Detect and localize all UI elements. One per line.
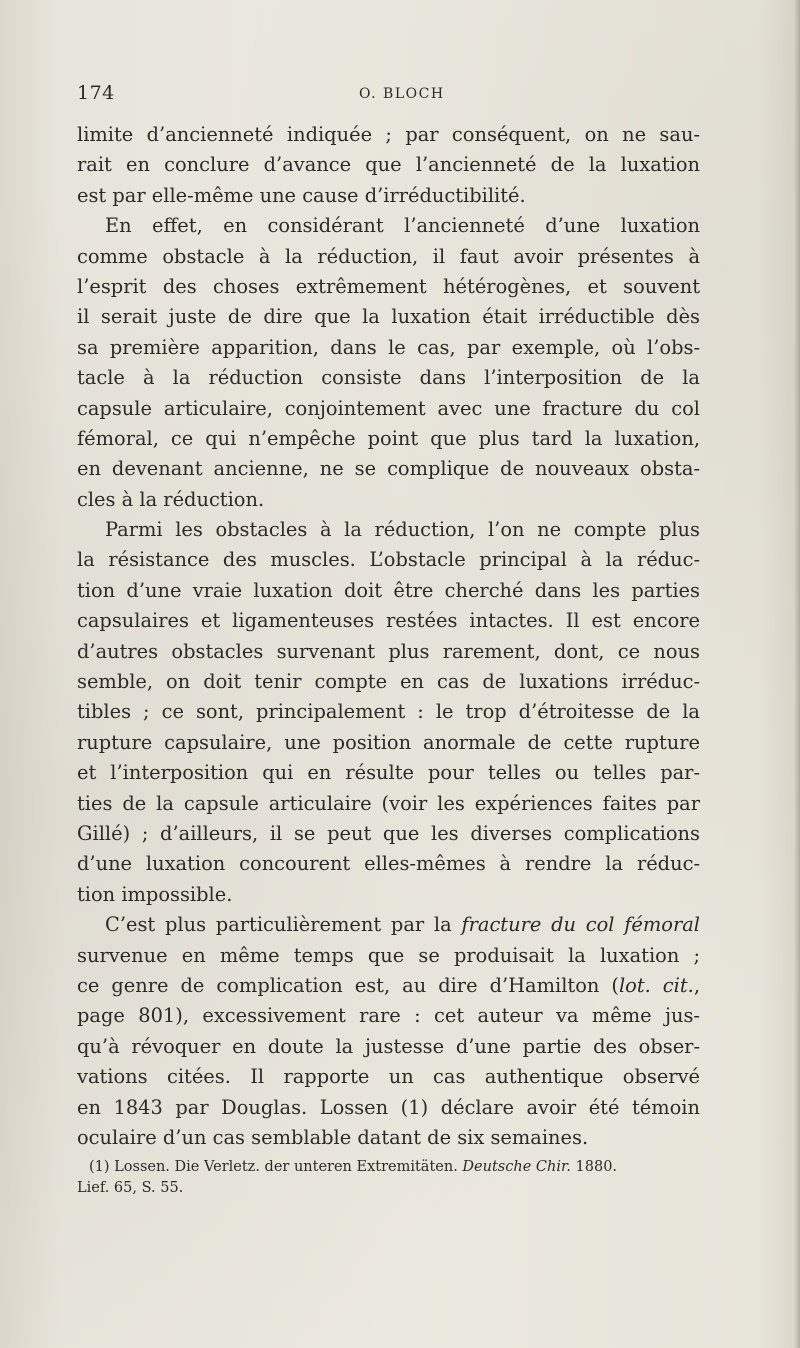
- italic-run: lot. cit.: [618, 973, 694, 997]
- text-line: d’une luxation concourent elles-mêmes à rendre la réduc-: [77, 852, 700, 876]
- text-line: survenue en même temps que se produisait la luxation ;: [77, 943, 700, 967]
- body-text: [77, 120, 700, 1153]
- text-line: qu’à révoquer en doute la justesse d’une partie des obser-: [77, 1034, 700, 1058]
- text-line: semble, on doit tenir compte en cas de luxations irréduc-: [77, 670, 700, 694]
- text-line: ties de la capsule articulaire (voir les expériences faites par: [77, 791, 700, 815]
- text-line: fémoral, ce qui n’empêche point que plus tard la luxation,: [77, 426, 700, 450]
- text-line: la résistance des muscles. L’obstacle principal à la réduc-: [77, 548, 700, 572]
- footnote: [77, 1157, 700, 1199]
- text-line: d’autres obstacles survenant plus rarement, dont, ce nous: [77, 639, 700, 663]
- text-line: comme obstacle à la réduction, il faut avoir présentes à: [77, 244, 700, 268]
- text-line: en 1843 par Douglas. Lossen (1) déclare avoir été témoin: [77, 1095, 700, 1119]
- text-line: [77, 910, 700, 940]
- text-line: rupture capsulaire, une position anormale de cette rupture: [77, 730, 700, 754]
- text-line: vations citées. Il rapporte un cas authentique observé: [77, 1065, 700, 1089]
- text-line: capsule articulaire, conjointement avec une fracture du col: [77, 396, 700, 420]
- text-run: (1) Lossen. Die Verletz. der unteren Extremitäten.: [89, 1159, 463, 1175]
- italic-run: Deutsche Chir.: [462, 1159, 571, 1175]
- text-line: il serait juste de dire que la luxation était irréductible dès: [77, 305, 700, 329]
- text-line: capsulaires et ligamenteuses restées intactes. Il est encore: [77, 609, 700, 633]
- text-line: Gillé) ; d’ailleurs, il se peut que les diverses complications: [77, 821, 700, 845]
- text-line: limite d’ancienneté indiquée ; par conséquent, on ne sau-: [77, 123, 700, 146]
- footnote-line: [77, 1157, 700, 1178]
- text-line: rait en conclure d’avance que l’ancienneté de la luxation: [77, 153, 700, 177]
- text-line: en devenant ancienne, ne se complique de nouveaux obsta-: [77, 457, 700, 481]
- page-edge-shadow: [794, 0, 800, 1348]
- text-line: est par elle-même une cause d’irréductibilité.: [77, 183, 526, 207]
- italic-run: fracture du col fémoral: [461, 913, 700, 937]
- text-line: page 801), excessivement rare : cet auteur va même jus-: [77, 1004, 700, 1028]
- text-run: ce genre de complication est, au dire d’Hamilton (: [77, 973, 619, 997]
- text-run: 1880.: [570, 1159, 618, 1175]
- footnote-line: Lief. 65, S. 55.: [77, 1180, 184, 1196]
- text-line: cles à la réduction.: [77, 487, 265, 511]
- text-run: C’est plus particulièrement par la: [105, 913, 462, 937]
- text-line: tacle à la réduction consiste dans l’interposition de la: [77, 366, 700, 390]
- text-line: et l’interposition qui en résulte pour telles ou telles par-: [77, 761, 700, 785]
- text-line: tibles ; ce sont, principalement : le trop d’étroitesse de la: [77, 700, 700, 724]
- text-line: tion impossible.: [77, 882, 233, 906]
- page-header: [77, 82, 700, 110]
- text-line: tion d’une vraie luxation doit être cherché dans les parties: [77, 578, 700, 602]
- running-head: O. BLOCH: [359, 86, 445, 102]
- text-run: ,: [693, 973, 700, 997]
- text-line: En effet, en considérant l’ancienneté d’une luxation: [105, 214, 700, 238]
- text-line: oculaire d’un cas semblable datant de six semaines.: [77, 1125, 589, 1149]
- text-line: Parmi les obstacles à la réduction, l’on ne compte plus: [105, 518, 700, 542]
- page-number: 174: [77, 82, 115, 104]
- text-line: l’esprit des choses extrêmement hétérogènes, et souvent: [77, 274, 700, 298]
- text-line: sa première apparition, dans le cas, par exemple, où l’obs-: [77, 335, 700, 359]
- text-line: [77, 971, 700, 1001]
